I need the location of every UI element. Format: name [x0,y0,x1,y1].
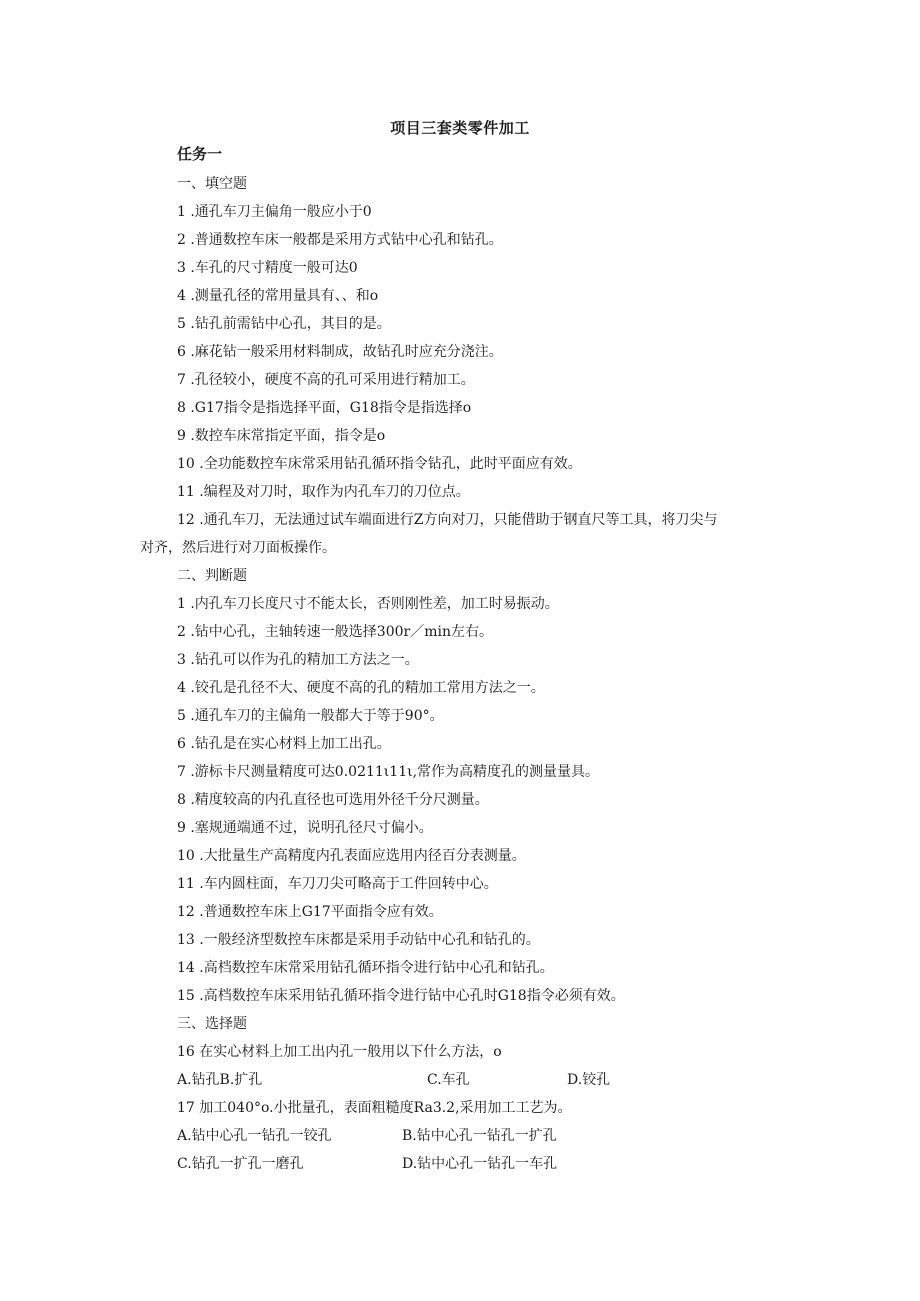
fill-item-10: 10 .全功能数控车床常采用钻孔循环指令钻孔，此时平面应有效。 [177,456,582,472]
document-body [140,170,790,1178]
fill-item-11: 11 .编程及对刀时，取作为内孔车刀的刀位点。 [177,484,470,500]
judge-item-5: 5 .通孔车刀的主偏角一般都大于等于90°。 [177,708,444,724]
judge-item-12: 12 .普通数控车床上G17平面指令应有效。 [177,904,443,920]
choice-q16-option-ab: A.钻孔B.扩孔 [177,1072,263,1088]
fill-item-4: 4 .测量孔径的常用量具有、、和o [177,288,379,304]
judge-item-9: 9 .塞规通端通不过，说明孔径尺寸偏小。 [177,820,433,836]
choice-q16-option-c: C.车孔 [427,1072,470,1088]
choice-q17-option-d: D.钻中心孔一钻孔一车孔 [402,1156,558,1172]
choice-q16-question: 16 在实心材料上加工出内孔一般用以下什么方法，o [177,1044,502,1060]
fill-item-2: 2 .普通数控车床一般都是采用方式钻中心孔和钻孔。 [177,232,503,248]
fill-item-7: 7 .孔径较小，硬度不高的孔可采用进行精加工。 [177,372,475,388]
task-heading: 任务一 [177,145,223,163]
choice-q17-option-a: A.钻中心孔一钻孔一铰孔 [177,1128,332,1144]
judge-item-15: 15 .高档数控车床采用钻孔循环指令进行钻中心孔时G18指令必须有效。 [177,988,625,1004]
judge-section-heading: 二、判断题 [177,568,247,584]
fill-item-9: 9 .数控车床常指定平面，指令是o [177,428,386,444]
fill-item-1: 1 .通孔车刀主偏角一般应小于0 [177,204,372,220]
choice-q17-option-b: B.钻中心孔一钻孔一扩孔 [402,1128,557,1144]
fill-item-12-line2: 对齐，然后进行对刀面板操作。 [140,540,336,556]
fill-item-5: 5 .钻孔前需钻中心孔，其目的是。 [177,316,391,332]
choice-q17-option-c: C.钻孔一扩孔一磨孔 [177,1156,304,1172]
judge-item-2: 2 .钻中心孔，主轴转速一般选择300r／min左右。 [177,624,493,640]
choice-q16-options [140,1066,790,1094]
judge-item-4: 4 .铰孔是孔径不大、硬度不高的孔的精加工常用方法之一。 [177,680,545,696]
judge-item-3: 3 .钻孔可以作为孔的精加工方法之一。 [177,652,419,668]
fill-item-8: 8 .G17指令是指选择平面，G18指令是指选择o [177,400,472,416]
fill-section-heading: 一、填空题 [177,176,247,192]
judge-item-14: 14 .高档数控车床常采用钻孔循环指令进行钻中心孔和钻孔。 [177,960,554,976]
fill-item-3: 3 .车孔的尺寸精度一般可达0 [177,260,358,276]
choice-q17-options-row1 [140,1122,790,1150]
judge-item-1: 1 .内孔车刀长度尺寸不能太长，否则刚性差，加工时易振动。 [177,596,559,612]
judge-item-13: 13 .一般经济型数控车床都是采用手动钻中心孔和钻孔的。 [177,932,540,948]
choice-q17-options-row2 [140,1150,790,1178]
choice-q17-question: 17 加工040°o.小批量孔，表面粗糙度Ra3.2,采用加工工艺为。 [177,1100,572,1116]
choice-q16-option-d: D.铰孔 [567,1072,611,1088]
judge-item-7: 7 .游标卡尺测量精度可达0.0211ι11ι,常作为高精度孔的测量量具。 [177,764,600,780]
fill-item-6: 6 .麻花钻一般采用材料制成，故钻孔时应充分浇注。 [177,344,503,360]
judge-item-6: 6 .钻孔是在实心材料上加工出孔。 [177,736,391,752]
choice-section-heading: 三、选择题 [177,1016,247,1032]
judge-item-10: 10 .大批量生产高精度内孔表面应选用内径百分表测量。 [177,848,526,864]
judge-item-8: 8 .精度较高的内孔直径也可选用外径千分尺测量。 [177,792,489,808]
page-title: 项目三套类零件加工 [390,119,530,137]
fill-item-12-line1: 12 .通孔车刀，无法通过试车端面进行Z方向对刀，只能借助于钢直尺等工具，将刀尖与 [177,512,718,528]
judge-item-11: 11 .车内圆柱面，车刀刀尖可略高于工件回转中心。 [177,876,498,892]
